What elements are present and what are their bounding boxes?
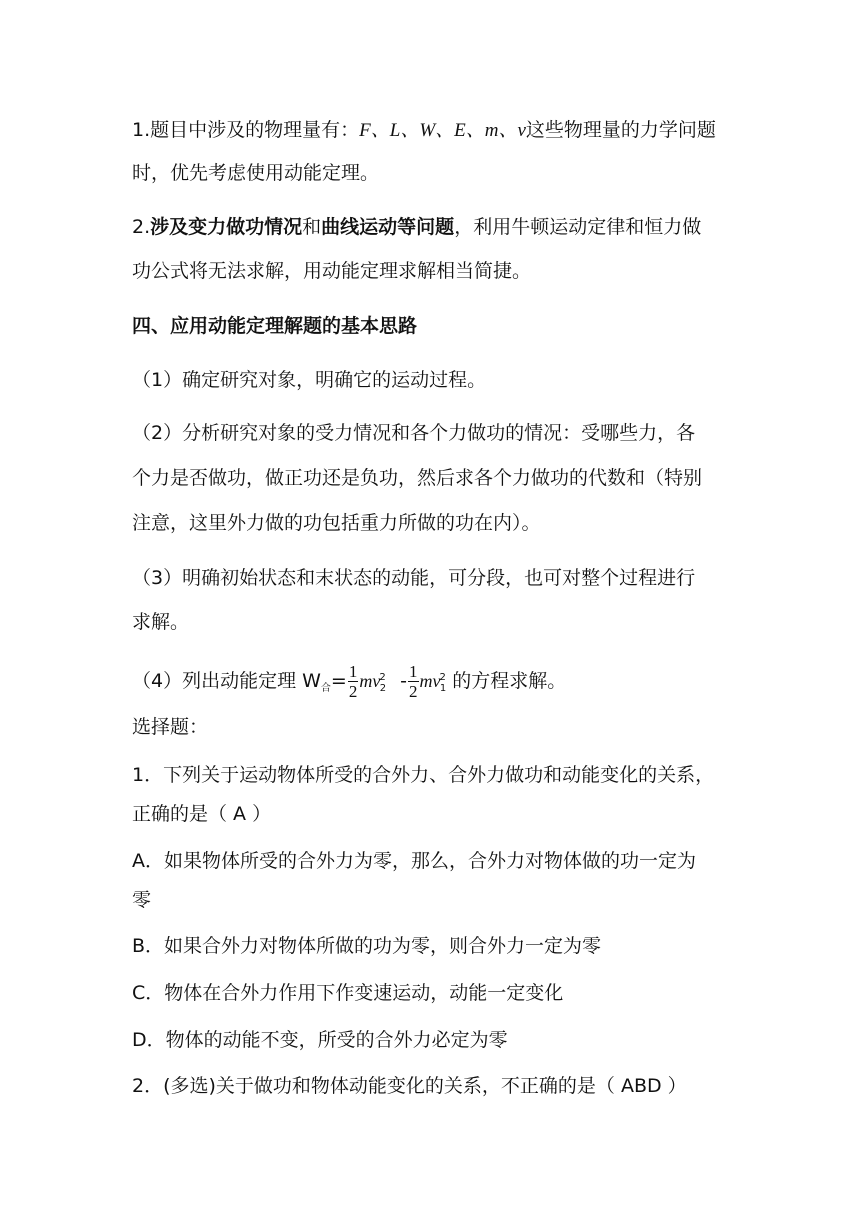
option-text: 零 (132, 889, 152, 911)
subscript: 1 (439, 683, 447, 694)
choice-heading (132, 714, 208, 740)
equals-sign: = (330, 670, 347, 692)
text: （4）列出动能定理 W (132, 670, 321, 692)
subscript: 合 (320, 683, 331, 694)
option-text: C．物体在合外力作用下作变速运动，动能一定变化 (132, 982, 564, 1004)
text: 求解。 (132, 611, 190, 633)
paragraph-1-line-2 (132, 160, 379, 186)
paragraph-2-line-1 (132, 214, 701, 240)
paragraph-1-line-1 (132, 117, 716, 144)
section-heading-4 (132, 313, 417, 339)
question-text: 1．下列关于运动物体所受的合外力、合外力做功和动能变化的关系， (132, 764, 715, 786)
option-c (132, 980, 563, 1006)
fraction-one-half (408, 662, 419, 701)
text: 和 (302, 216, 322, 238)
option-b (132, 933, 601, 959)
subscript: 2 (379, 683, 387, 694)
text: （2）分析研究对象的受力情况和各个力做功的情况：受哪些力，各 (132, 422, 696, 444)
text: 注意，这里外力做的功包括重力所做的功在内）。 (132, 512, 541, 534)
superscript: 2 (379, 672, 386, 683)
step-1 (132, 367, 486, 393)
step-2-line-2 (132, 465, 702, 491)
text: 时，优先考虑使用动能定理。 (132, 162, 380, 184)
minus-sign: - (394, 670, 407, 692)
fraction-one-half (348, 662, 359, 701)
text: 这些物理量的力学问题 (525, 119, 716, 141)
option-text: D．物体的动能不变，所受的合外力必定为零 (132, 1029, 508, 1051)
question-text: 2．(多选)关于做功和物体动能变化的关系，不正确的是（ ABD ） (132, 1075, 687, 1097)
option-a-line-1 (132, 848, 696, 874)
question-1-line-2 (132, 801, 271, 827)
superscript: 2 (439, 672, 446, 683)
question-2 (132, 1073, 687, 1099)
mv-term: mv (359, 671, 381, 691)
option-d (132, 1027, 508, 1053)
step-3-line-2 (132, 609, 189, 635)
step-4-formula-line (132, 656, 566, 700)
paragraph-2-line-2 (132, 258, 531, 284)
bold-text: 曲线运动等问题 (321, 216, 455, 238)
physics-variables: F、L、W、E、m、v (359, 120, 526, 141)
text: 个力是否做功，做正功还是负功，然后求各个力做功的代数和（特别 (132, 467, 703, 489)
mv-term: mv (419, 671, 441, 691)
text: 功公式将无法求解，用动能定理求解相当简捷。 (132, 260, 532, 282)
text: 2. (132, 216, 151, 238)
question-answer: 正确的是（ A ） (132, 803, 272, 825)
text: ，利用牛顿运动定律和恒力做 (454, 216, 702, 238)
question-1-line-1 (132, 762, 714, 788)
text: （1）确定研究对象，明确它的运动过程。 (132, 369, 487, 391)
text: 选择题： (132, 716, 209, 738)
step-3-line-1 (132, 565, 695, 591)
heading-text: 四、应用动能定理解题的基本思路 (132, 315, 418, 337)
step-2-line-3 (132, 510, 541, 536)
option-text: A．如果物体所受的合外力为零，那么，合外力对物体做的功一定为 (132, 850, 696, 872)
fraction-numerator: 1 (409, 662, 418, 681)
fraction-denominator: 2 (348, 682, 358, 701)
option-a-line-2 (132, 887, 151, 913)
text: 1.题目中涉及的物理量有： (132, 119, 360, 141)
text: （3）明确初始状态和末状态的动能，可分段，也可对整个过程进行 (132, 567, 696, 589)
text: 的方程求解。 (452, 670, 567, 692)
step-2-line-1 (132, 420, 695, 446)
fraction-numerator: 1 (348, 662, 358, 681)
fraction-denominator: 2 (409, 682, 418, 701)
bold-text: 涉及变力做功情况 (150, 216, 303, 238)
option-text: B．如果合外力对物体所做的功为零，则合外力一定为零 (132, 935, 602, 957)
